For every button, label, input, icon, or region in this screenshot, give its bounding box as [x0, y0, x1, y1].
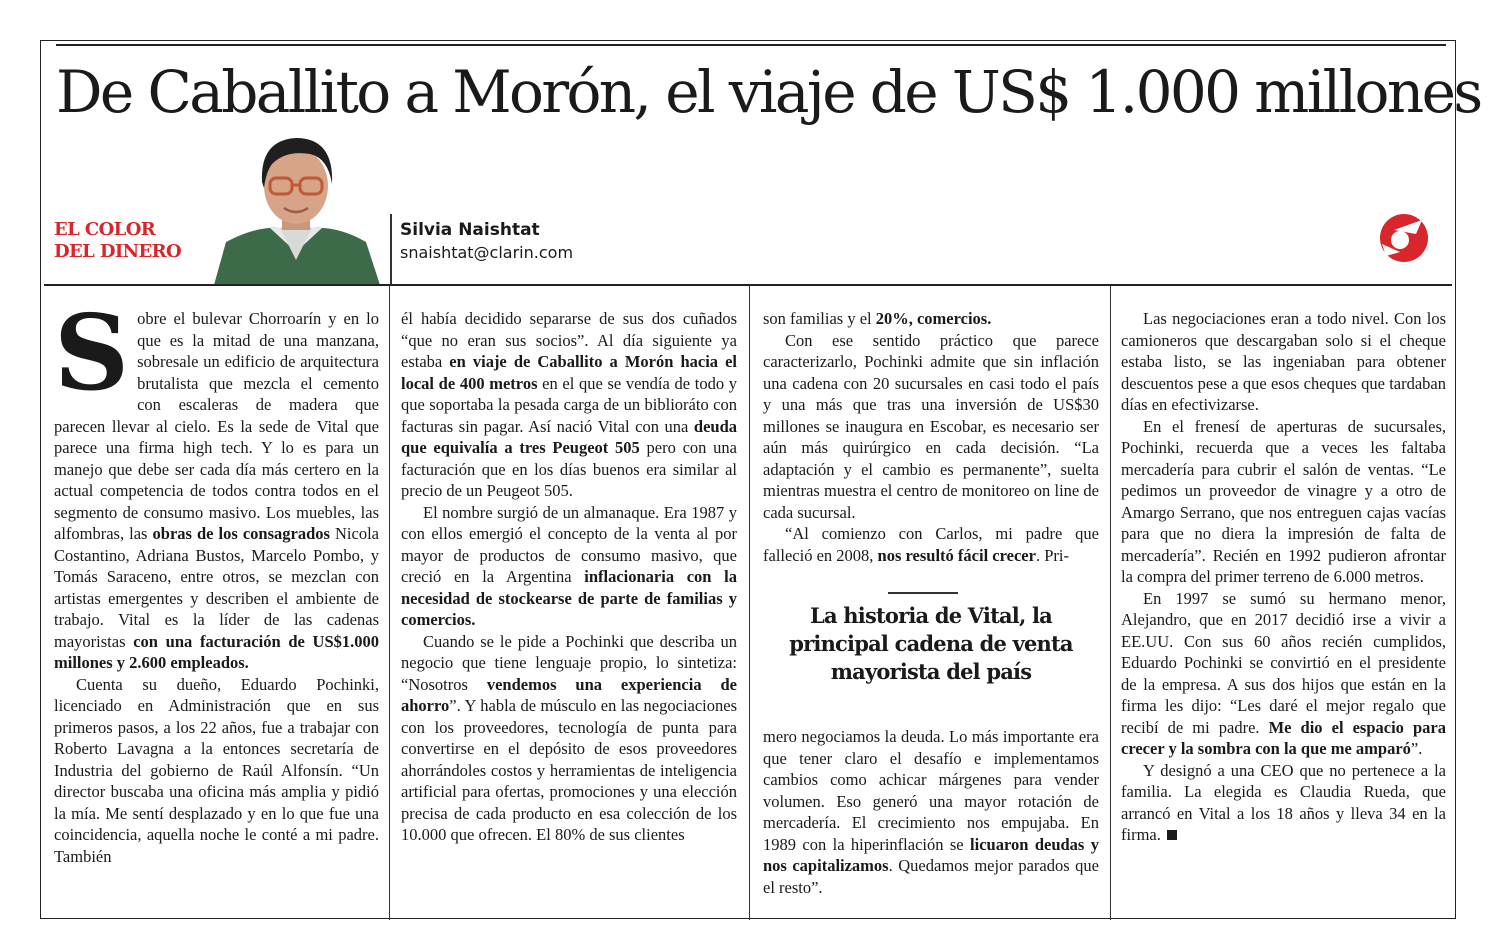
drop-cap: S: [54, 291, 130, 414]
byline-rule: [390, 214, 392, 284]
paragraph: Sobre el bulevar Chorroarín y en lo que es la mitad de una manzana, sobresale un edificio de arquitectura brutalista que mezcla el cemento con escaleras de madera que parecen llevar al cielo. Es la sede de Vital que parece una firma high tech. Y lo es para un manejo que debe ser cada día más certero en la actual competencia de todos contra todos en el segmento de consumo masivo. Los muebles, las alfombras, las obras de los consagrados Nicola Costantino, Adriana Bustos, Marcelo Pombo, y Tomás Saraceno, entre otros, se mezclan con artistas emergentes y describen el ambiente de trabajo. Vital es la líder de las cadenas mayoristas con una facturación de US$1.000 millones y 2.600 empleados.: [54, 291, 379, 672]
paragraph: Las negociaciones eran a todo nivel. Con los camioneros que descargaban solo si el cheque estaba listo, se las ingeniaban para obtener descuentos pese a que esos cheques que tardaban días en efectivizarse.: [1121, 309, 1446, 414]
pull-quote-rule: [888, 592, 958, 594]
paragraph: “Al comienzo con Carlos, mi padre que falleció en 2008, nos resultó fácil crecer. Pri-: [763, 524, 1099, 565]
author-portrait: [210, 130, 382, 285]
end-mark-icon: [1167, 830, 1177, 840]
paragraph: Cuando se le pide a Pochinki que describa un negocio que tiene lenguaje propio, lo sintetiza: “Nosotros vendemos una experiencia de ahorro”. Y habla de músculo en las negociaciones con los proveedores, tecnología de punta para convertirse en el depósito de esos proveedores ahorrándoles costos y herramientas de inteligencia artificial para ofertas, promociones y una elección precisa de cada producto en esa colección de los 10.000 que ofrecen. El 80% de sus clientes: [401, 631, 737, 844]
paragraph: El nombre surgió de un almanaque. Era 1987 y con ellos emergió el concepto de la venta al por mayor de productos de consumo masivo, que creció en la Argentina inflacionaria con la necesidad de stockearse de parte de familias y comercios.: [401, 502, 737, 629]
paragraph: mero negociamos la deuda. Lo más importante era que tener claro el desafío e implementamos cambios como achicar márgenes para vender volumen. Eso generó una mayor rotación de mercadería. El crecimiento nos empujaba. En 1989 con la hiperinflación se licuaron deudas y nos capitalizamos. Quedamos mejor parados que el resto”.: [763, 727, 1099, 897]
top-rule: [56, 44, 1446, 46]
column-rule-2: [749, 286, 750, 920]
column-3-continued: [763, 726, 1099, 898]
paragraph: En el frenesí de aperturas de sucursales, Pochinki, recuerda que a veces les faltaba mercadería para cubrir el salón de ventas. “Le pedimos un proveedor de vinagre y a otro de Amargo Serrano, que nos entreguen cajas vacías para que no diera la impresión de falta de mercadería”. Recién en 1992 pudieron afrontar la compra del primer terreno de 6.000 metros.: [1121, 416, 1446, 586]
column-4: [1121, 308, 1446, 846]
column-rule-3: [1110, 286, 1111, 920]
headline: De Caballito a Morón, el viaje de US$ 1.000 millones: [56, 58, 1481, 126]
paragraph: En 1997 se sumó su hermano menor, Alejandro, que en 2017 decidió irse a vivir a EE.UU. Con sus 60 años recién cumplidos, Eduardo Pochinki se convirtió en el presidente de la empresa. A sus dos hijos que están en la firma les dijo: “Les daré el mejor regalo que recibí de mi padre. Me dio el espacio para crecer y la sombra con la que me amparó”.: [1121, 588, 1446, 758]
section-label-line1: EL COLOR: [54, 219, 156, 240]
clarin-logo: [1376, 210, 1432, 266]
paragraph: Y designó a una CEO que no pertenece a la familia. La elegida es Claudia Rueda, que arrancó en Vital a los 18 años y lleva 34 en la firma.: [1121, 760, 1446, 844]
paragraph: él había decidido separarse de sus dos cuñados “que no eran sus socios”. Al día siguiente ya estaba en viaje de Caballito a Morón hacia el local de 400 metros en el que se vendía de todo y que soportaba la pesada carga de un biblioráto con facturas sin pagar. Así nació Vital con una deuda que equivalía a tres Peugeot 505 pero con una facturación que en los días buenos era similar al precio de un Peugeot 505.: [401, 309, 738, 500]
section-label-line2: DEL DINERO: [54, 241, 182, 262]
header-rule: [44, 284, 1452, 286]
paragraph: Cuenta su dueño, Eduardo Pochinki, licenciado en Administración que en sus primeros pasos, a los 22 años, fue a trabajar con Roberto Lavagna a la entonces secretaría de Industria del gobierno de Raúl Alfonsín. “Un director buscaba una oficina más amplia y pidió la mía. Me sentí desplazado y en lo que fue una coincidencia, aquella noche le conté a mi padre. También: [54, 674, 379, 866]
paragraph: son familias y el 20%, comercios.: [763, 309, 992, 328]
section-label: [54, 219, 181, 263]
column-rule-1: [389, 286, 390, 920]
pull-quote: La historia de Vital, la principal cadena de venta mayorista del país: [789, 603, 1073, 684]
author-name: Silvia Naishtat: [400, 220, 540, 240]
column-2: [401, 308, 737, 846]
paragraph: Con ese sentido práctico que parece caracterizarlo, Pochinki admite que sin inflación una cadena con 20 sucursales en casi todo el país y una más que tras una inversión de US$30 millones se inaugura en Escobar, es necesario ser aún más quirúrgico en cada decisión. “La adaptación y el cambio es permanente”, suelta mientras muestra el centro de monitoreo on line de cada sucursal.: [763, 330, 1099, 522]
column-1: [54, 291, 379, 867]
author-email[interactable]: snaishtat@clarin.com: [400, 243, 574, 262]
column-3: [763, 308, 1099, 566]
